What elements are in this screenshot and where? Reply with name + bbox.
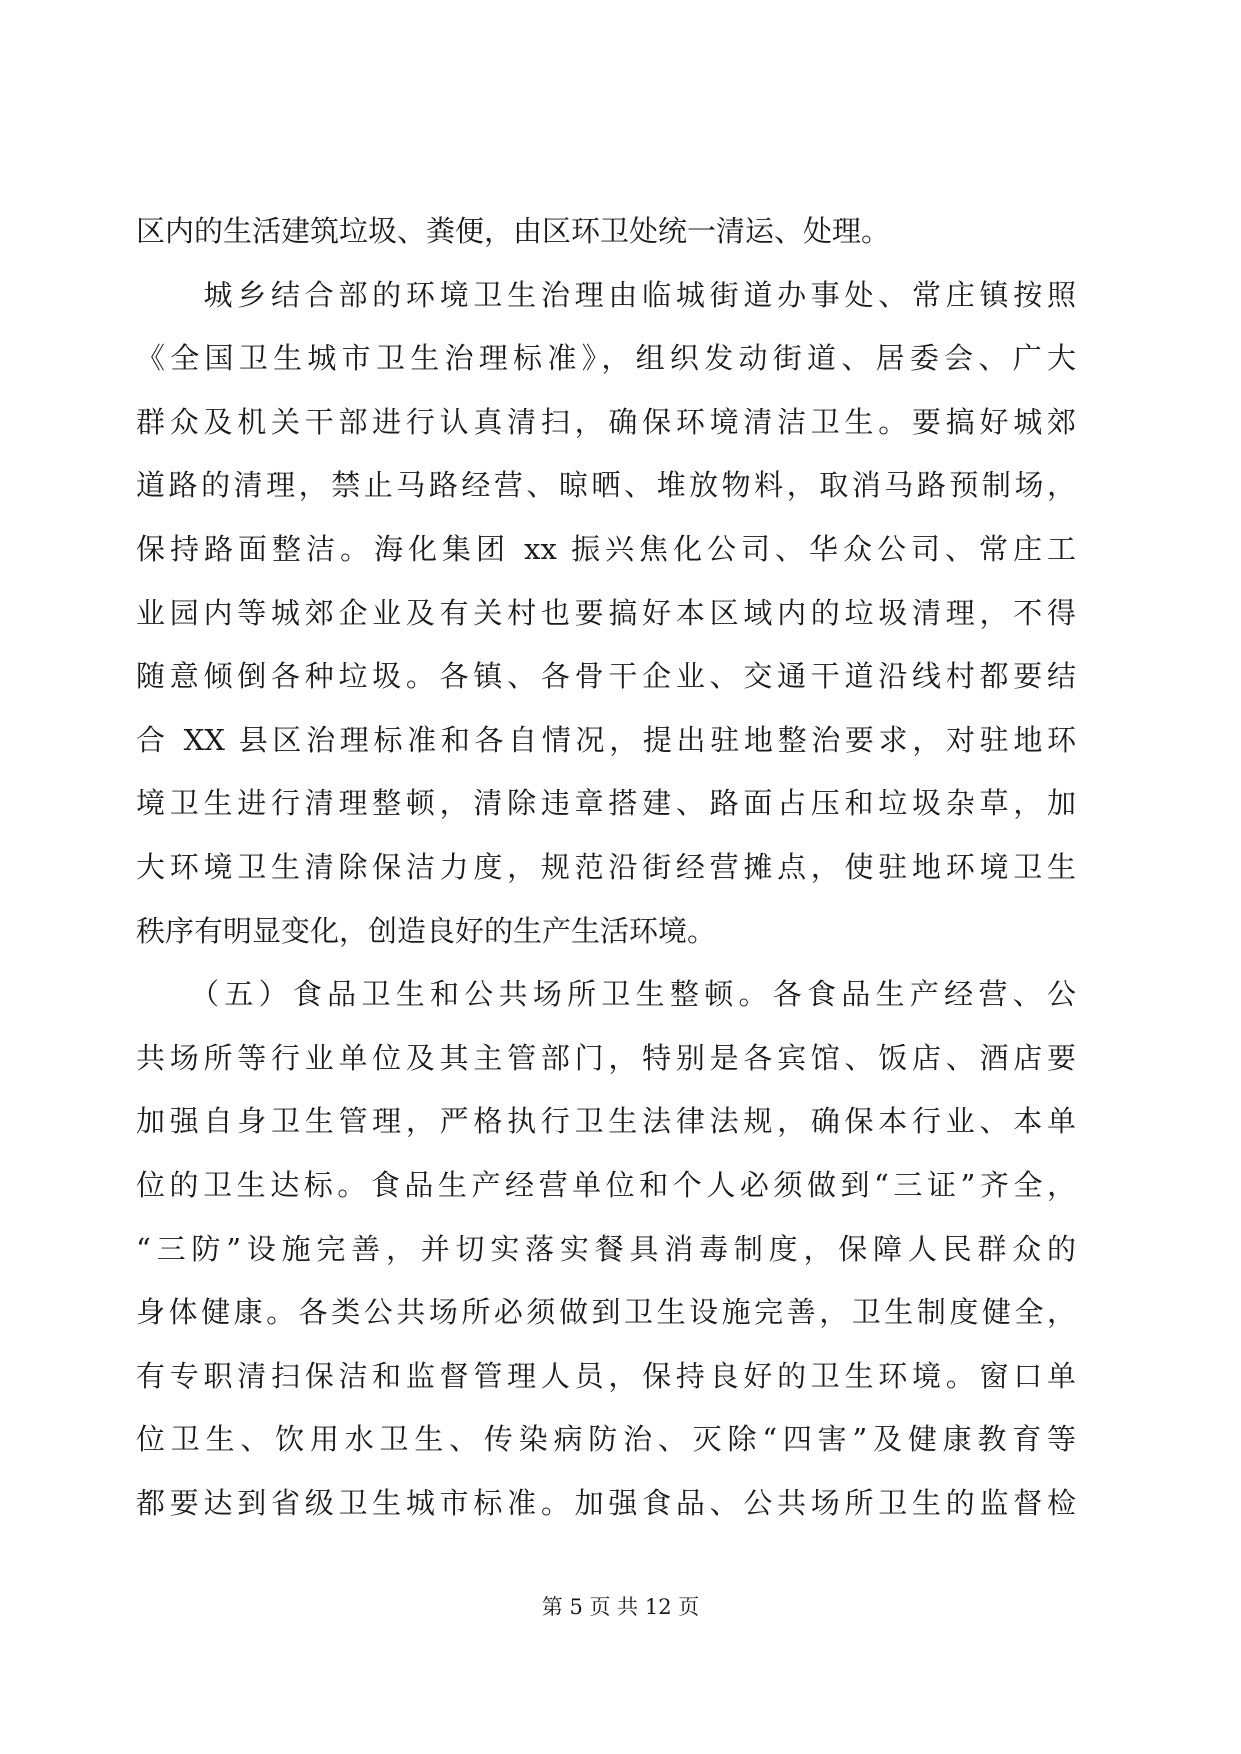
body-text xyxy=(136,200,1076,1535)
text-line: 境卫生进行清理整顿，清除违章搭建、路面占压和垃圾杂草，加 xyxy=(136,786,1076,821)
text-line: 加强自身卫生管理，严格执行卫生法律法规，确保本行业、本单 xyxy=(136,1104,1076,1139)
text-line: 《全国卫生城市卫生治理标准》，组织发动街道、居委会、广大 xyxy=(136,341,1076,376)
page-footer: 第 5 页 共 12 页 xyxy=(541,1595,700,1619)
text-line: 身体健康。各类公共场所必须做到卫生设施完善，卫生制度健全， xyxy=(136,1295,1076,1330)
text-line: 保持路面整洁。海化集团 xx 振兴焦化公司、华众公司、常庄工 xyxy=(136,531,1076,566)
text-line: 道路的清理，禁止马路经营、晾晒、堆放物料，取消马路预制场， xyxy=(136,468,1076,503)
text-line: 都要达到省级卫生城市标准。加强食品、公共场所卫生的监督检 xyxy=(136,1485,1076,1520)
text-line: 位卫生、饮用水卫生、传染病防治、灭除“四害”及健康教育等 xyxy=(136,1422,1076,1457)
text-line: 大环境卫生清除保洁力度，规范沿街经营摊点，使驻地环境卫生 xyxy=(136,849,1076,884)
text-line: 有专职清扫保洁和监督管理人员，保持良好的卫生环境。窗口单 xyxy=(136,1358,1076,1393)
text-line: 城乡结合部的环境卫生治理由临城街道办事处、常庄镇按照 xyxy=(136,277,1076,312)
text-line: 位的卫生达标。食品生产经营单位和个人必须做到“三证”齐全， xyxy=(136,1167,1076,1202)
text-line: 群众及机关干部进行认真清扫，确保环境清洁卫生。要搞好城郊 xyxy=(136,404,1076,439)
text-line: 随意倾倒各种垃圾。各镇、各骨干企业、交通干道沿线村都要结 xyxy=(136,659,1076,694)
text-line: 业园内等城郊企业及有关村也要搞好本区域内的垃圾清理，不得 xyxy=(136,595,1076,630)
text-line: （五）食品卫生和公共场所卫生整顿。各食品生产经营、公 xyxy=(136,977,1076,1012)
text-line: 共场所等行业单位及其主管部门，特别是各宾馆、饭店、酒店要 xyxy=(136,1040,1076,1075)
text-line: 合 XX 县区治理标准和各自情况，提出驻地整治要求，对驻地环 xyxy=(136,722,1076,757)
text-line: 区内的生活建筑垃圾、粪便，由区环卫处统一清运、处理。 xyxy=(136,214,891,248)
text-line: “三防”设施完善，并切实落实餐具消毒制度，保障人民群众的 xyxy=(136,1231,1076,1266)
text-line: 秩序有明显变化，创造良好的生产生活环境。 xyxy=(136,913,717,948)
